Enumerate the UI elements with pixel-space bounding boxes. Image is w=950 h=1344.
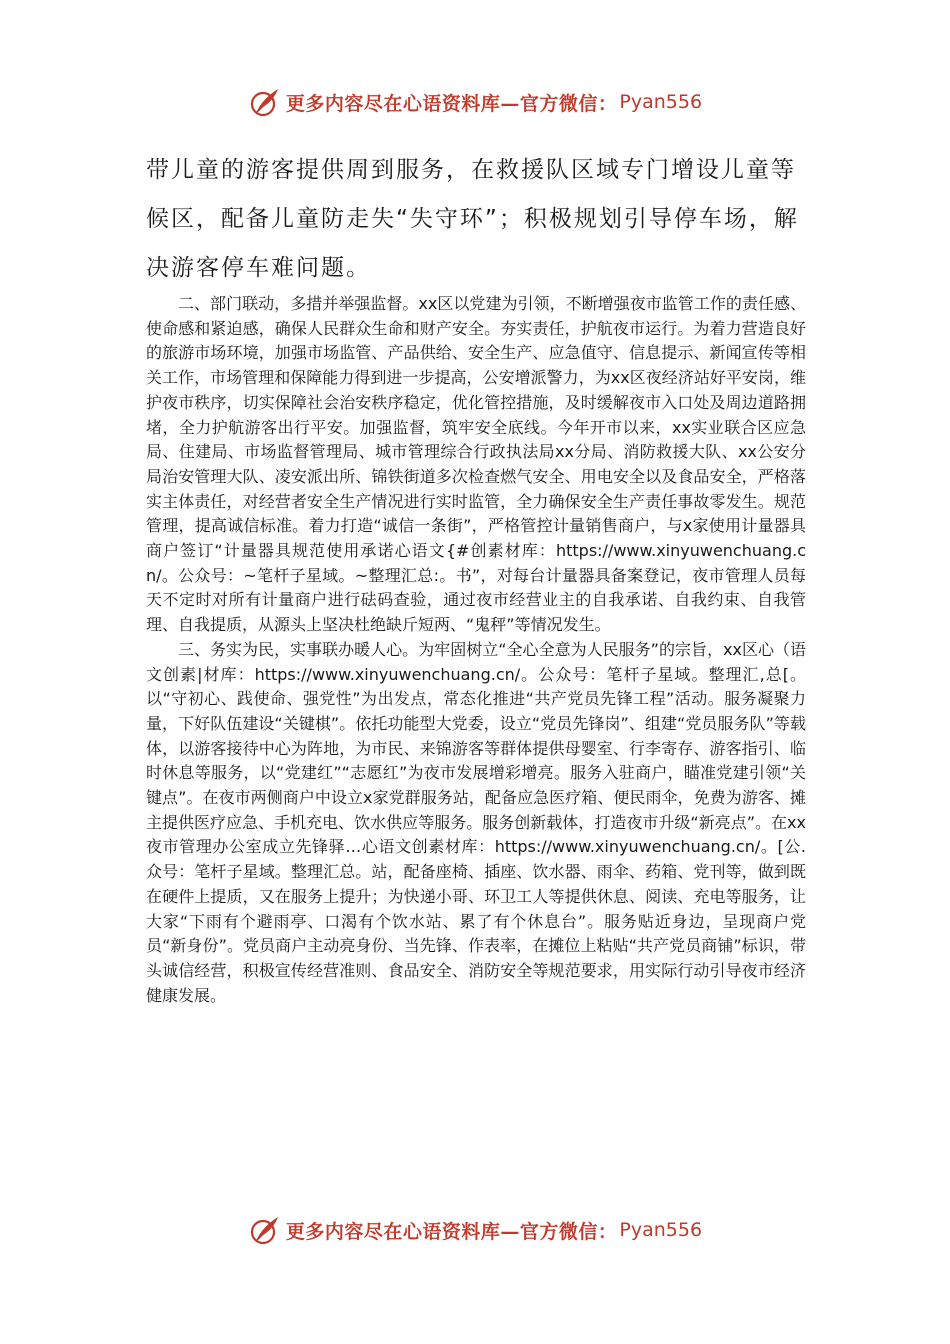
paragraph-section-two: 二、部门联动，多措并举强监督。xx区以党建为引领，不断增强夜市监管工作的责任感、使命感和紧迫感，确保人民群众生命和财产安全。夯实责任，护航夜市运行。为着力营造良好的旅游市场环境，加强市场监管、产品供给、安全生产、应急值守、信息提示、新闻宣传等相关工作，市场管理和保障能力得到进一步提高，公安增派警力，为xx区夜经济站好平安岗，维护夜市秩序，切实保障社会治安秩序稳定，优化管控措施，及时缓解夜市入口处及周边道路拥堵，全力护航游客出行平安。加强监督，筑牢安全底线。今年开市以来，xx实业联合区应急局、住建局、市场监督管理局、城市管理综合行政执法局xx分局、消防救援大队、xx公安分局治安管理大队、凌安派出所、锦铁街道多次检查燃气安全、用电安全以及食品安全，严格落实主体责任，对经营者安全生产情况进行实时监管，全力确保安全生产责任事故零发生。规范管理，提高诚信标准。着力打造“诚信一条街”，严格管控计量销售商户，与x家使用计量器具商户签订“计量器具规范使用承诺心语文{#创素材库：https://www.xinyuwenchuang.cn/。公众号：~笔杆子星域。~整理汇总:。书”，对每台计量器具备案登记，夜市管理人员每天不定时对所有计量商户进行砝码查验，通过夜市经营业主的自我承诺、自我约束、自我管理、自我提质，从源头上坚决杜绝缺斤短两、“鬼秤”等情况发生。 — [146, 294, 806, 635]
banner-text: 更多内容尽在心语资料库—官方微信： — [285, 92, 618, 115]
feather-quill-logo — [248, 85, 282, 119]
document-body — [146, 292, 806, 1008]
header-banner — [0, 82, 950, 122]
paragraph-section-three: 三、务实为民，实事联办暖人心。为牢固树立“全心全意为人民服务”的宗旨，xx区心（语文创素|材库：https://www.xinyuwenchuang.cn/。公众号：笔杆子星域。整理汇,总[。以“守初心、践使命、强党性”为出发点，常态化推进“共产党员先锋工程”活动。服务凝聚力量，下好队伍建设“关键棋”。依托功能型大党委，设立“党员先锋岗”、组建“党员服务队”等载体，以游客接待中心为阵地，为市民、来锦游客等群体提供母婴室、行李寄存、游客指引、临时休息等服务，以“党建红”“志愿红”为夜市发展增彩增亮。服务入驻商户，瞄准党建引领“关键点”。在夜市两侧商户中设立x家党群服务站，配备应急医疗箱、便民雨伞，免费为游客、摊主提供医疗应急、手机充电、饮水供应等服务。服务创新载体，打造夜市升级“新亮点”。在xx夜市管理办公室成立先锋驿…心语文创素材库：https://www.xinyuwenchuang.cn/。[公.众号：笔杆子星域。整理汇总。站，配备座椅、插座、饮水器、雨伞、药箱、党刊等，做到既在硬件上提质，又在服务上提升；为快递小哥、环卫工人等提供休息、阅读、充电等服务，让大家“下雨有个避雨亭、口渴有个饮水站、累了有个休息台”。服务贴近身边，呈现商户党员“新身份”。党员商户主动亮身份、当先锋、作表率，在摊位上粘贴“共产党员商铺”标识，带头诚信经营，积极宣传经营准则、食品安全、消防安全等规范要求，用实际行动引导夜市经济健康发展。 — [146, 639, 806, 1005]
footer-banner — [0, 1210, 950, 1250]
continuation-text: 带儿童的游客提供周到服务，在救援队区域专门增设儿童等候区，配备儿童防走失“失守环”；积极规划引导停车场，解决游客停车难问题。 — [146, 157, 799, 281]
banner-wechat-id: Pyan556 — [619, 91, 703, 113]
banner-text: 更多内容尽在心语资料库—官方微信： — [285, 1220, 618, 1243]
banner-wechat-id: Pyan556 — [619, 1219, 703, 1241]
feather-quill-logo — [248, 1213, 282, 1247]
